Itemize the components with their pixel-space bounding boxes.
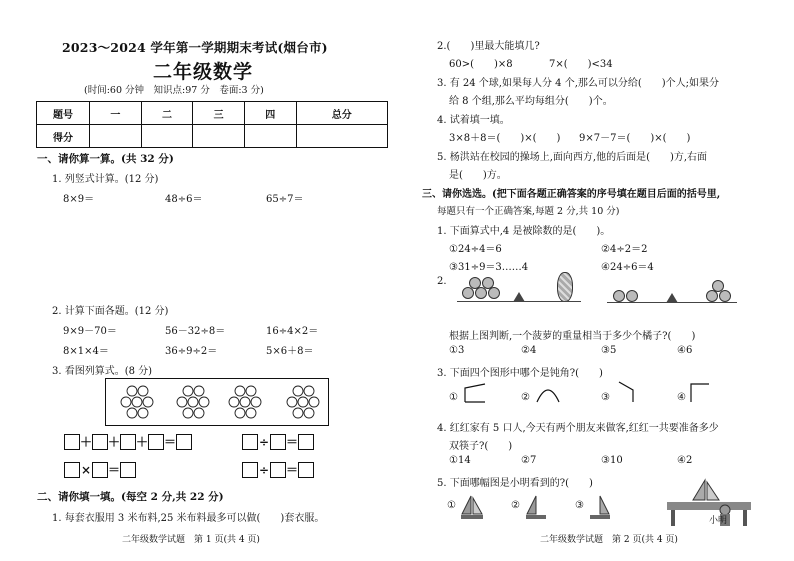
s2-q4-item: 9×7－7＝( )×( ) xyxy=(579,133,691,144)
operator: ＝ xyxy=(164,435,177,449)
s2-q3-line2: 给 8 个组,那么平均每组分( )个。 xyxy=(449,96,613,107)
s1-q2-item: 9×9－70＝ xyxy=(63,326,117,337)
s1-q2-title: 2. 计算下面各题。(12 分) xyxy=(52,306,169,317)
s3-q4-line2: 双筷子?( ) xyxy=(449,441,513,452)
table-cell: 一 xyxy=(90,102,142,125)
s3-q5: 5. 下面哪幅图是小明看到的?( ) xyxy=(437,478,593,489)
right-angle-shape-icon xyxy=(689,382,711,404)
answer-box[interactable] xyxy=(270,462,286,478)
option[interactable]: ①14 xyxy=(449,455,471,466)
angle-shape-1-icon xyxy=(463,382,487,404)
table-cell: 得分 xyxy=(37,125,90,148)
s1-q1-item: 8×9＝ xyxy=(63,194,95,205)
option[interactable]: ① xyxy=(447,500,456,511)
orange-icon xyxy=(462,287,474,299)
orange-icon xyxy=(482,277,494,289)
boat-view-3-icon xyxy=(587,494,613,522)
scale-pivot-icon xyxy=(666,293,678,303)
answer-box[interactable] xyxy=(92,434,108,450)
section3-title-line2: 每题只有一个正确答案,每题 2 分,共 10 分) xyxy=(437,206,620,217)
pineapple-icon xyxy=(557,272,573,302)
section1-title: 一、请你算一算。(共 32 分) xyxy=(37,153,174,165)
score-table-score-row xyxy=(37,125,388,148)
answer-box[interactable] xyxy=(92,462,108,478)
option[interactable]: ③ xyxy=(601,392,610,403)
answer-box[interactable] xyxy=(176,434,192,450)
answer-boxes-division-1 xyxy=(242,433,314,450)
s1-q2-item: 36÷9÷2＝ xyxy=(165,346,218,357)
table-cell: 题号 xyxy=(37,102,90,125)
subject-title: 二年级数学 xyxy=(153,61,254,83)
page-right xyxy=(397,0,794,561)
option[interactable]: ③ xyxy=(575,500,584,511)
option[interactable]: ③31÷9＝3……4 xyxy=(449,262,529,273)
s1-q1-item: 48÷6＝ xyxy=(165,194,203,205)
operator: × xyxy=(80,462,92,477)
scale-pivot-icon xyxy=(513,292,525,302)
option[interactable]: ④2 xyxy=(677,455,693,466)
option[interactable]: ①3 xyxy=(449,345,465,356)
answer-box[interactable] xyxy=(120,462,136,478)
option[interactable]: ②4 xyxy=(521,345,537,356)
arc-shape-icon xyxy=(535,382,561,404)
angle-shape-3-icon xyxy=(615,380,637,404)
answer-box[interactable] xyxy=(64,462,80,478)
answer-box[interactable] xyxy=(64,434,80,450)
answer-box[interactable] xyxy=(242,434,258,450)
table-cell: 三 xyxy=(193,102,245,125)
s3-q2-text: 根据上图判断,一个菠萝的重量相当于多少个橘子?( ) xyxy=(449,331,696,342)
s1-q2-item: 56－32÷8＝ xyxy=(165,326,226,337)
answer-box[interactable] xyxy=(242,462,258,478)
option[interactable]: ②4÷2＝2 xyxy=(601,244,648,255)
section3-title-line1: 三、请你选选。(把下面各题正确答案的序号填在题目后面的括号里, xyxy=(422,189,721,200)
table-cell: 总分 xyxy=(296,102,387,125)
s1-q3-title: 3. 看图列算式。(8 分) xyxy=(52,366,153,377)
s2-q3-line1: 3. 有 24 个球,如果每人分 4 个,那么可以分给( )个人;如果分 xyxy=(437,78,720,89)
answer-boxes-division-2 xyxy=(242,461,314,478)
orange-icon xyxy=(613,290,625,302)
answer-box[interactable] xyxy=(298,462,314,478)
s3-q2-label: 2. xyxy=(437,276,447,287)
s2-q1: 1. 每套衣服用 3 米布料,25 米布料最多可以做( )套衣服。 xyxy=(52,513,325,524)
s2-q5-line1: 5. 杨洪站在校园的操场上,面向西方,他的后面是( )方,右面 xyxy=(437,152,708,163)
s1-q1-title: 1. 列竖式计算。(12 分) xyxy=(52,174,159,185)
option[interactable]: ③5 xyxy=(601,345,617,356)
score-table xyxy=(36,101,388,148)
operator: ＝ xyxy=(286,435,299,449)
operator: ＋ xyxy=(108,435,121,449)
option[interactable]: ②7 xyxy=(521,455,537,466)
s2-q2: 2.( )里最大能填几? xyxy=(437,41,540,52)
score-cell[interactable] xyxy=(244,125,296,148)
answer-box[interactable] xyxy=(120,434,136,450)
operator: ＝ xyxy=(108,463,121,477)
option[interactable]: ①24÷4＝6 xyxy=(449,244,502,255)
score-cell[interactable] xyxy=(296,125,387,148)
operator: ＋ xyxy=(136,435,149,449)
option[interactable]: ② xyxy=(511,500,520,511)
option[interactable]: ② xyxy=(521,392,530,403)
exam-meta: (时间:60 分钟 知识点:97 分 卷面:3 分) xyxy=(84,85,264,96)
orange-icon xyxy=(719,290,731,302)
exam-title: 2023～2024 学年第一学期期末考试(烟台市) xyxy=(62,40,328,55)
orange-icon xyxy=(475,287,487,299)
s3-q3: 3. 下面四个图形中哪个是钝角?( ) xyxy=(437,368,603,379)
s2-q4: 4. 试着填一填。 xyxy=(437,115,510,126)
orange-icon xyxy=(469,277,481,289)
s2-q4-item: 3×8＋8＝( )×( ) xyxy=(449,133,561,144)
operator: ÷ xyxy=(258,462,270,477)
s1-q2-item: 16÷4×2＝ xyxy=(266,326,319,337)
score-table-header-row xyxy=(37,102,388,125)
option[interactable]: ④6 xyxy=(677,345,693,356)
operator: ＋ xyxy=(80,435,93,449)
orange-icon xyxy=(712,280,724,292)
s3-q1: 1. 下面算式中,4 是被除数的是( )。 xyxy=(437,226,611,237)
answer-box[interactable] xyxy=(270,434,286,450)
answer-box[interactable] xyxy=(298,434,314,450)
option[interactable]: ④ xyxy=(677,392,686,403)
answer-box[interactable] xyxy=(148,434,164,450)
score-cell[interactable] xyxy=(90,125,142,148)
orange-icon xyxy=(626,290,638,302)
s1-q2-item: 8×1×4＝ xyxy=(63,346,109,357)
operator: ÷ xyxy=(258,434,270,449)
s1-q1-item: 65÷7＝ xyxy=(266,194,304,205)
boat-view-2-icon xyxy=(523,494,549,522)
orange-icon xyxy=(488,287,500,299)
table-cell: 四 xyxy=(244,102,296,125)
xiaoming-label: 小明 xyxy=(709,516,728,526)
option[interactable]: ④24÷6＝4 xyxy=(601,262,654,273)
option[interactable]: ③10 xyxy=(601,455,623,466)
s2-q2-item: 7×( )<34 xyxy=(549,59,613,70)
footer-right: 二年级数学试题 第 2 页(共 4 页) xyxy=(540,535,678,545)
score-cell[interactable] xyxy=(141,125,193,148)
smiley-groups-icon xyxy=(106,379,328,425)
section2-title: 二、请你填一填。(每空 2 分,共 22 分) xyxy=(37,491,224,503)
boat-view-1-icon xyxy=(459,494,485,522)
answer-boxes-multiplication xyxy=(64,461,136,478)
answer-boxes-addition xyxy=(64,433,192,450)
s3-q4-line1: 4. 红红家有 5 口人,今天有两个朋友来做客,红红一共要准备多少 xyxy=(437,423,719,434)
xiaoming-scene xyxy=(665,476,761,528)
table-cell: 二 xyxy=(141,102,193,125)
s2-q5-line2: 是( )方。 xyxy=(449,170,507,181)
s2-q2-item: 60>( )×8 xyxy=(449,59,513,70)
operator: ＝ xyxy=(286,463,299,477)
smiley-picture xyxy=(105,378,329,426)
s1-q2-item: 5×6＋8＝ xyxy=(266,346,314,357)
footer-left: 二年级数学试题 第 1 页(共 4 页) xyxy=(122,535,260,545)
score-cell[interactable] xyxy=(193,125,245,148)
option[interactable]: ① xyxy=(449,392,458,403)
